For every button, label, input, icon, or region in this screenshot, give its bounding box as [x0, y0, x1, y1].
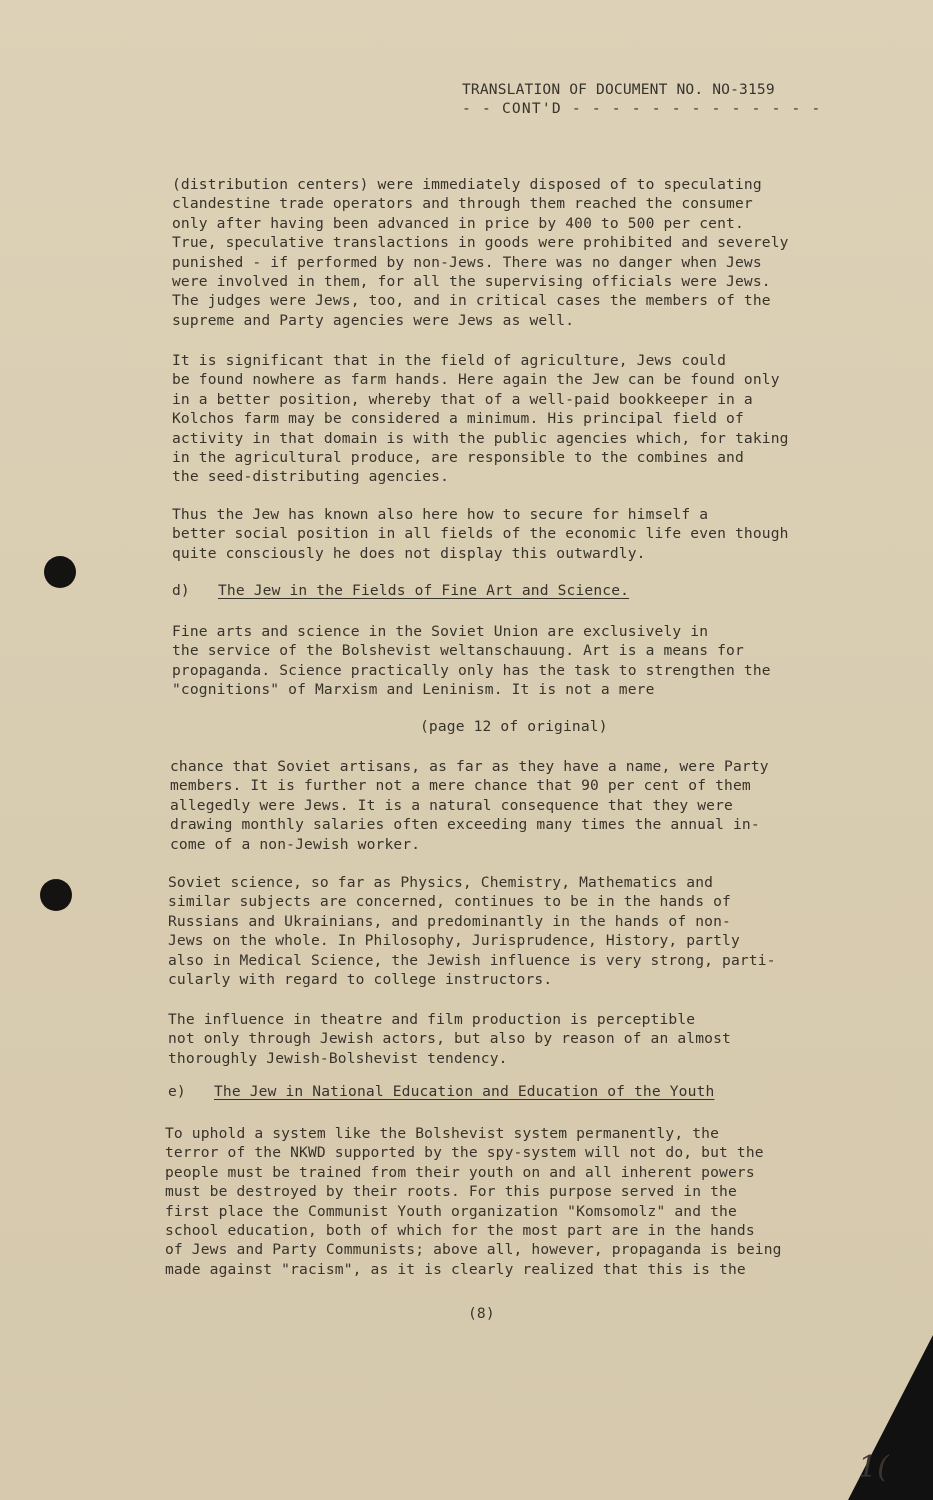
- page-number: (8): [468, 1305, 495, 1322]
- paragraph-agriculture: It is significant that in the field of agriculture, Jews could be found nowhere as farm hands. Here again the Jew can be found only in a better position, whereby that of a well-paid bookkeeper in a Kolchos farm may be considered a minimum. His principal field of activity in that domain is with the public agencies which, for taking in the agricultural produce, are responsible to the combines and the seed-distributing agencies.: [172, 352, 789, 486]
- corner-handwritten-mark: 1(: [858, 1450, 889, 1485]
- paragraph-fine-arts: Fine arts and science in the Soviet Union are exclusively in the service of the Bolshevist weltanschauung. Art is a means for propaganda. Science practically only has the task to strengthen the "cognitions" of Marxism and Leninism. It is not a mere: [172, 623, 771, 699]
- punch-hole-upper: [44, 556, 76, 588]
- paragraph-education: To uphold a system like the Bolshevist system permanently, the terror of the NKWD supported by the spy-system will not do, but the people must be trained from their youth on and all inherent powers must be destroyed by their roots. For this purpose served in the first place the Communist Youth organization "Komsomolz" and the school education, both of which for the most part are in the hands of Jews and Party Communists; above all, however, propaganda is being made against "racism", as it is clearly realized that this is the: [165, 1125, 782, 1278]
- original-page-note: (page 12 of original): [420, 718, 608, 735]
- document-header: [462, 80, 822, 118]
- paragraph-distribution: (distribution centers) were immediately disposed of to speculating clandestine trade operators and through them reached the consumer only after having been advanced in price by 400 to 500 per cent. True, speculative translactions in goods were prohibited and severely punished - if performed by non-Jews. There was no danger when Jews were involved in them, for all the supervising officials were Jews. The judges were Jews, too, and in critical cases the members of the supreme and Party agencies were Jews as well.: [172, 176, 789, 329]
- paragraph-soviet-science: Soviet science, so far as Physics, Chemistry, Mathematics and similar subjects are concerned, continues to be in the hands of Russians and Ukrainians, and predominantly in the hands of non- Jews on the whole. In Philosophy, Jurisprudence, History, partly also in Medical Science, the Jewish influence is very strong, parti- cularly with regard to college instructors.: [168, 874, 776, 989]
- section-heading-d: [172, 582, 629, 599]
- paragraph-artisans: chance that Soviet artisans, as far as they have a name, were Party members. It is further not a mere chance that 90 per cent of them allegedly were Jews. It is a natural consequence that they were drawing monthly salaries often exceeding many times the annual in- come of a non-Jewish worker.: [170, 758, 769, 853]
- section-e-letter: e): [168, 1083, 186, 1100]
- paragraph-social-position: Thus the Jew has known also here how to secure for himself a better social position in all fields of the economic life even though quite consciously he does not display this outwardly.: [172, 506, 789, 562]
- header-subtitle: - - CONT'D - - - - - - - - - - - - -: [462, 100, 822, 117]
- section-heading-e: [168, 1083, 714, 1100]
- section-e-title: The Jew in National Education and Education of the Youth: [214, 1083, 715, 1100]
- section-d-letter: d): [172, 582, 190, 599]
- header-title: TRANSLATION OF DOCUMENT NO. NO-3159: [462, 81, 775, 98]
- punch-hole-lower: [40, 879, 72, 911]
- section-d-title: The Jew in the Fields of Fine Art and Science.: [218, 582, 630, 599]
- paragraph-theatre-film: The influence in theatre and film production is perceptible not only through Jewish actors, but also by reason of an almost thoroughly Jewish-Bolshevist tendency.: [168, 1011, 731, 1067]
